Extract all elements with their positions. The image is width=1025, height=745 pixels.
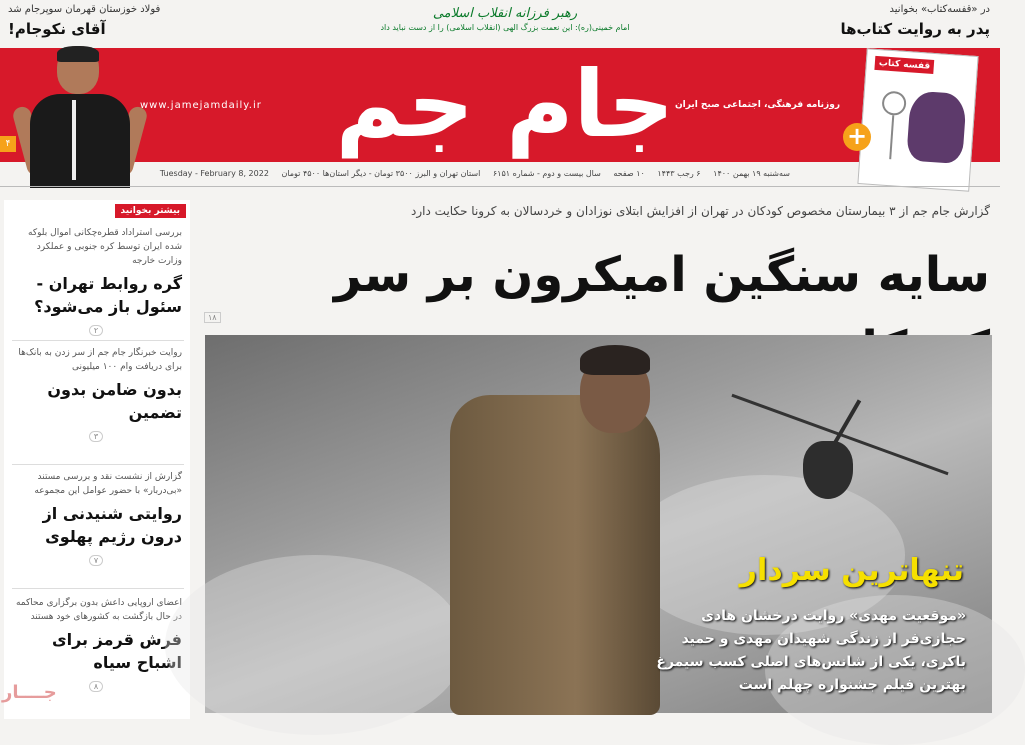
story-headline[interactable]: فرش قرمز برای اشباح سیاه: [51, 630, 182, 672]
helicopter-icon: [803, 441, 853, 499]
page-tab: ۴: [0, 136, 16, 152]
story-headline[interactable]: گره روابط تهران - سئول باز می‌شود؟: [34, 274, 182, 316]
issue-hijri-date: ۶ رجب ۱۴۴۳: [657, 169, 701, 178]
issue-date: سه‌شنبه ۱۹ بهمن ۱۴۰۰: [713, 169, 790, 178]
vertical-edge-note: [994, 590, 1000, 715]
player-photo: [20, 46, 140, 188]
top-right-kicker: در «قفسه‌کتاب» بخوانید: [889, 4, 990, 15]
masthead-tagline: روزنامه فرهنگی، اجتماعی صبح ایران: [674, 100, 840, 110]
issue-page-count: ۱۰ صفحه: [613, 169, 645, 178]
top-left-headline[interactable]: آقای نکوجام!: [8, 20, 106, 38]
sidebar-story[interactable]: [10, 346, 182, 443]
issue-date-en: Tuesday - February 8, 2022: [159, 169, 269, 178]
motto-line: امام خمینی(ره): این نعمت بزرگ الهی (انقلاب اسلامی) را از دست نباید داد: [380, 23, 630, 32]
book-shelf-promo-cover[interactable]: [857, 48, 978, 191]
watermark: جــــار: [2, 682, 57, 703]
photo-caption: «موقعیت مهدی» روایت درخشان هادی حجازی‌فر از زندگی شهیدان مهدی و حمید باکری، یکی از شانس‌های اصلی کسب سیمرغ بهترین فیلم جشنواره چهلم است: [656, 608, 966, 693]
story-lead: اعضای اروپایی داعش بدون برگزاری محاکمه در حال بازگشت به کشورهای خود هستند: [15, 598, 182, 622]
issue-price: استان تهران و البرز ۳۵۰۰ تومان - دیگر استان‌ها ۴۵۰۰ تومان: [281, 169, 481, 178]
main-headline[interactable]: سایه سنگین امیکرون بر سر: [334, 247, 990, 303]
motto-calligraphy: رهبر فرزانه انقلاب اسلامی: [432, 6, 578, 21]
site-url[interactable]: www.jamejamdaily.ir: [140, 100, 262, 111]
story-lead: روایت خبرنگار جام جم از سر زدن به بانک‌ها برای دریافت وام ۱۰۰ میلیونی: [18, 348, 182, 372]
story-headline[interactable]: بدون ضامن بدون تضمین: [47, 380, 182, 422]
sidebar-story[interactable]: [10, 226, 182, 337]
masthead-divider: [0, 186, 1000, 187]
issue-number: سال بیست و دوم - شماره ۶۱۵۱: [492, 169, 601, 178]
page-badge: ۷: [89, 555, 103, 566]
cartoon-figure: [906, 90, 967, 164]
story-lead: گزارش از نشست نقد و بررسی مستند «بی‌دربار» با حضور عوامل این مجموعه: [34, 472, 182, 496]
page-badge: ۱۸: [204, 312, 221, 323]
promo-title: قفسه کتاب: [874, 56, 934, 74]
sidebar-story[interactable]: [10, 596, 182, 693]
masthead-motto: [380, 6, 630, 32]
film-still-photo[interactable]: [205, 335, 992, 713]
page-badge: ۸: [89, 681, 103, 692]
main-dek: گزارش جام جم از ۳ بیمارستان مخصوص کودکان در تهران از افزایش ابتلای نوزادان و خردسالان به کرونا حکایت دارد: [411, 204, 990, 218]
story-lead: بررسی استراداد قطره‌چکانی اموال بلوکه شده ایران توسط کره جنوبی و عملکرد وزارت خارجه: [28, 228, 182, 266]
top-right-headline[interactable]: پدر به روایت کتاب‌ها: [840, 20, 990, 38]
page-badge: ۳: [89, 431, 103, 442]
sidebar-story[interactable]: [10, 470, 182, 567]
sidebar-label: بیشتر بخوانید: [115, 204, 186, 218]
photo-title: تنهاترین سردار: [739, 553, 964, 588]
fan-icon: [881, 90, 907, 116]
read-more-sidebar: [4, 200, 190, 719]
story-headline[interactable]: روایتی شنیدنی از درون رژیم پهلوی: [42, 504, 182, 546]
plus-icon[interactable]: +: [843, 123, 871, 151]
issue-info-line: [159, 169, 790, 178]
soldier-figure: [450, 395, 660, 715]
page-badge: ۲: [89, 325, 103, 336]
top-left-kicker: فولاد خوزستان قهرمان سوپرجام شد: [8, 4, 161, 15]
newspaper-logo: جام جم: [335, 51, 675, 158]
